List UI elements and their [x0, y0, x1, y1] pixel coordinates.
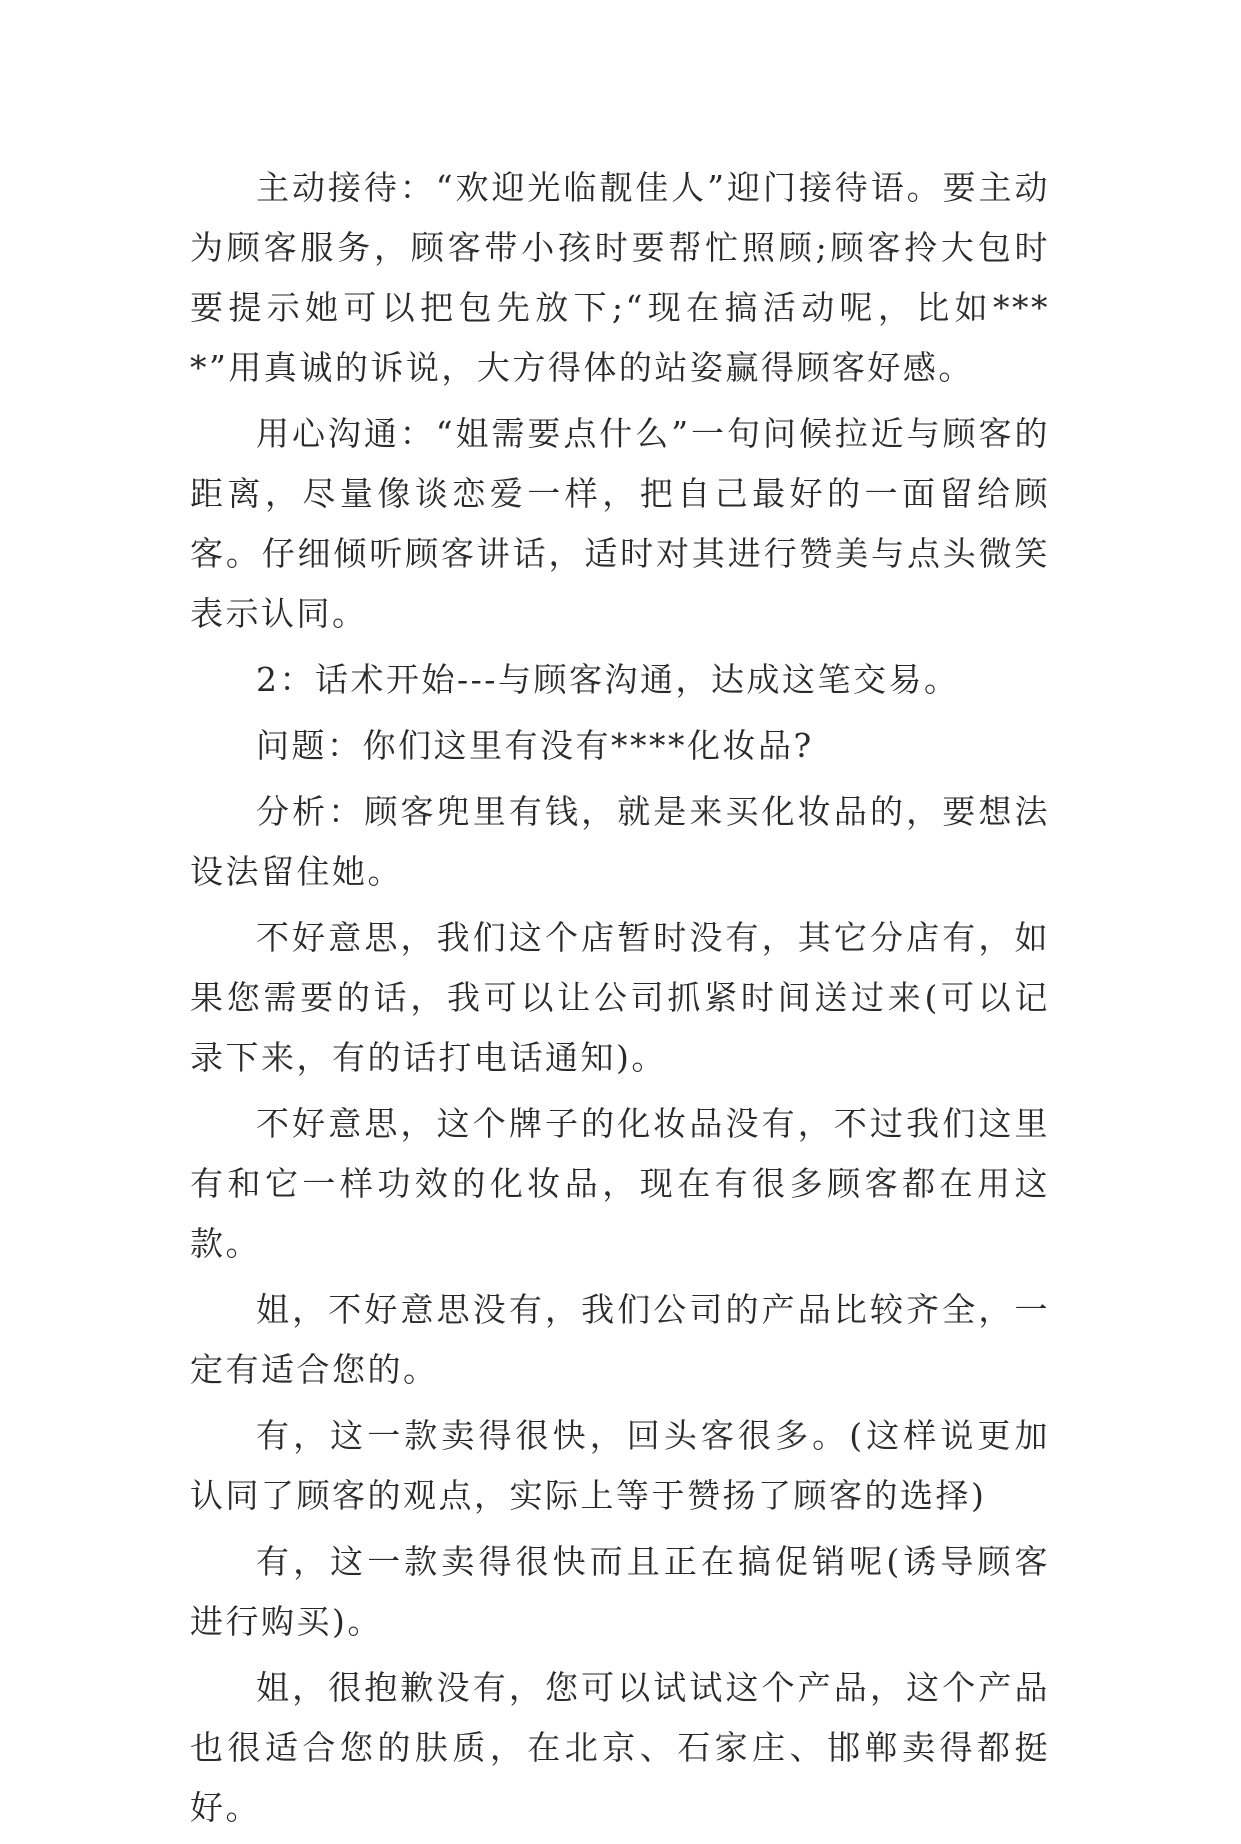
paragraph-analysis: 分析：顾客兜里有钱，就是来买化妆品的，要想法设法留住她。: [190, 792, 1050, 891]
paragraph-answer-4: 有，这一款卖得很快，回头客很多。(这样说更加认同了顾客的观点，实际上等于赞扬了顾客的选择): [190, 1416, 1050, 1515]
paragraph-answer-5: 有，这一款卖得很快而且正在搞促销呢(诱导顾客进行购买)。: [190, 1542, 1050, 1641]
paragraph-answer-2: 不好意思，这个牌子的化妆品没有，不过我们这里有和它一样功效的化妆品，现在有很多顾客都在用这款。: [190, 1104, 1050, 1263]
document-body: [190, 158, 1050, 1844]
paragraph-question: 问题：你们这里有没有****化妆品?: [256, 726, 814, 765]
paragraph-answer-1: 不好意思，我们这个店暂时没有，其它分店有，如果您需要的话，我可以让公司抓紧时间送过来(可以记录下来，有的话打电话通知)。: [190, 918, 1050, 1077]
paragraph-answer-6: 姐，很抱歉没有，您可以试试这个产品，这个产品也很适合您的肤质，在北京、石家庄、邯郸卖得都挺好。: [190, 1668, 1050, 1827]
paragraph-script-start: 2：话术开始---与顾客沟通，达成这笔交易。: [256, 660, 960, 699]
paragraph-answer-3: 姐，不好意思没有，我们公司的产品比较齐全，一定有适合您的。: [190, 1290, 1050, 1389]
paragraph-communication: 用心沟通：“姐需要点什么”一句问候拉近与顾客的距离，尽量像谈恋爱一样，把自己最好的一面留给顾客。仔细倾听顾客讲话，适时对其进行赞美与点头微笑表示认同。: [190, 414, 1050, 633]
paragraph-reception: 主动接待：“欢迎光临靓佳人”迎门接待语。要主动为顾客服务，顾客带小孩时要帮忙照顾;顾客拎大包时要提示她可以把包先放下;“现在搞活动呢，比如****”用真诚的诉说，大方得体的站姿赢得顾客好感。: [190, 168, 1050, 387]
